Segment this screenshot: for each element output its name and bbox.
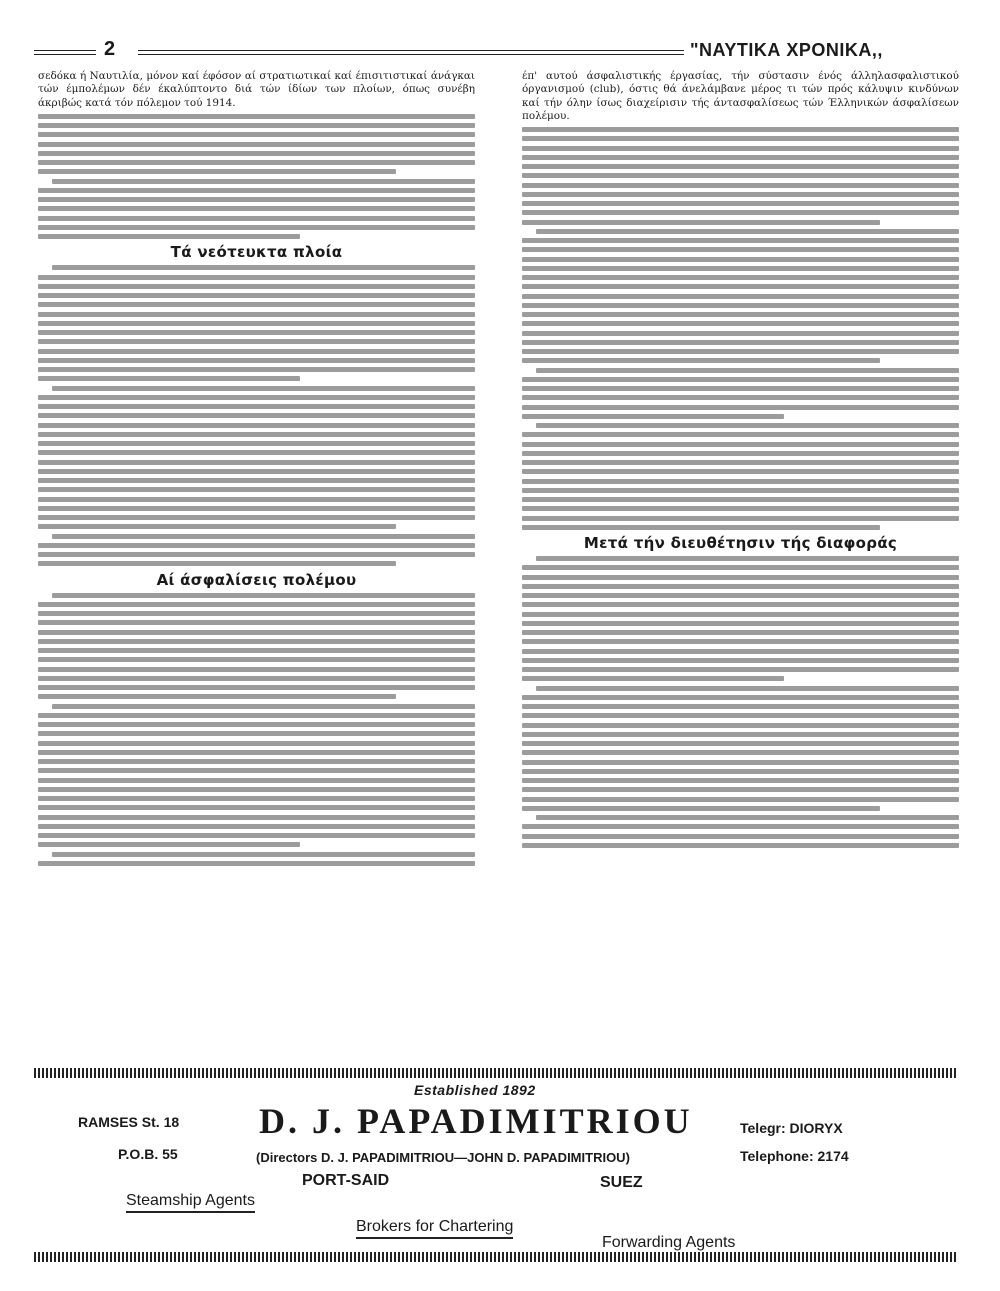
page-number: 2 <box>104 38 116 60</box>
ad-telephone: Telephone: 2174 <box>740 1148 849 1164</box>
header-rule-middle <box>138 50 684 55</box>
heading-war-insurance: Αί άσφαλίσεις πολέμου <box>156 570 357 589</box>
heading-after-settlement: Μετά τήν διευθέτησιν τής διαφοράς <box>583 534 898 552</box>
ad-telegr: Telegr: DIORYX <box>740 1120 843 1136</box>
header-rule-left <box>34 50 96 55</box>
right-opening-text: έπ' αυτού άσφαλιστικής έργασίας, τήν σύστασιν ένός άλληλασφαλιστικού όργανισμού (club), όστις θά άνελάμβανε μέρος τι τών πρός κάλυψιν κινδύνων καί τήν όλην ίσως διαχείρισιν τής άντασφαλίσεως τών Έλληνικών άσφαλίσεων πολέμου. <box>522 70 959 122</box>
page-header <box>34 38 956 68</box>
ad-directors: (Directors D. J. PAPADIMITRIOU—JOHN D. PAPADIMITRIOU) <box>256 1150 630 1165</box>
ad-company-name: D. J. PAPADIMITRIOU <box>259 1101 693 1141</box>
publication-title: "ΝΑΥΤΙΚΑ ΧΡΟΝΙΚΑ,, <box>690 40 883 60</box>
ad-address-street: RAMSES St. 18 <box>78 1114 180 1130</box>
ad-border-top <box>34 1068 956 1078</box>
left-column <box>38 70 475 870</box>
right-paragraph-block-2 <box>522 556 959 848</box>
ad-established: Established 1892 <box>414 1082 536 1098</box>
ad-service-forwarding: Forwarding Agents <box>602 1234 735 1254</box>
heading-new-ships: Τά νεότευκτα πλοία <box>170 243 343 262</box>
left-opening-paragraph <box>38 70 475 110</box>
left-paragraph-block-3 <box>38 593 475 866</box>
ad-city-port-said: PORT-SAID <box>302 1172 390 1189</box>
left-paragraph-block-1 <box>38 114 475 239</box>
ad-border-bottom <box>34 1252 956 1262</box>
ad-address-pob: P.O.B. 55 <box>118 1146 178 1162</box>
left-opening-text: σεδόκα ή Ναυτιλία, μόνον καί έφόσον αί στρατιωτικαί καί έπισιτιστικαί άνάγκαι τών έμπολέμων δέν έκαλύπτοντο διά τών ίδίων των πλοίων, όπως συνέβη άκριβώς κατά τόν πόλεμον τού 1914. <box>38 70 475 109</box>
advertisement <box>34 1080 956 1250</box>
right-column <box>522 70 959 852</box>
ad-service-brokers: Brokers for Chartering <box>356 1218 513 1239</box>
ad-service-steamship: Steamship Agents <box>126 1192 255 1213</box>
right-opening-paragraph <box>522 70 959 123</box>
left-paragraph-block-2 <box>38 265 475 566</box>
ad-city-suez: SUEZ <box>600 1174 643 1191</box>
right-paragraph-block-1 <box>522 127 959 530</box>
